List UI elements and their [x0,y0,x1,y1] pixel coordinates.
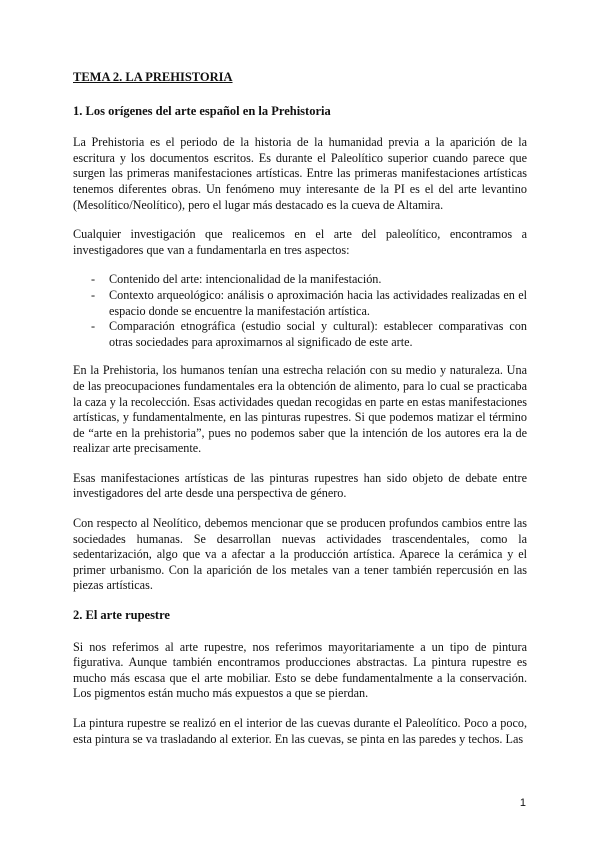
paragraph-nature-relation: En la Prehistoria, los humanos tenían una estrecha relación con su medio y naturaleza. Una de las preocupaciones fundamentales era la obtención de alimento, para lo cual se practicaba la caza y la recolección. Esas actividades quedan recogidas en parte en estas manifestaciones artísticas, y fundamentalmente, en las pinturas rupestres. Si que podemos matizar el término de “arte en la prehistoria”, pues no podemos saber que la intención de los autores era la de realizar arte precisamente. [73,363,527,456]
document-title: TEMA 2. LA PREHISTORIA [73,70,233,84]
list-item [91,319,527,350]
aspects-list [73,272,527,350]
page-content [73,70,527,761]
list-item-text: Contexto arqueológico: análisis o aproximación hacia las actividades realizadas en el espacio donde se encuentre la manifestación artística. [109,287,527,318]
section-heading-origins: 1. Los orígenes del arte español en la Prehistoria [73,103,331,118]
paragraph-rock-art-intro: Si nos referimos al arte rupestre, nos referimos mayoritariamente a un tipo de pintura figurativa. Aunque también encontramos producciones abstractas. La pintura rupestre es mucho más escasa que el arte mobiliar. Esto se debe fundamentalmente a la conservación. Los pigmentos están mucho más expuestos a que se pierdan. [73,639,527,701]
dash-bullet: - [91,287,96,302]
list-item [91,272,527,288]
paragraph-prehistory-definition: La Prehistoria es el periodo de la historia de la humanidad previa a la aparición de la escritura y los documentos escritos. Es durante el Paleolítico superior cuando parece que surgen las primeras manifestaciones artísticas. Entre las primeras manifestaciones artísticas tenemos diferentes obras. Un fenómeno muy interesante de la PI es el del arte levantino (Mesolítico/Neolítico), pero el lugar más destacado es la cueva de Altamira. [73,135,527,212]
paragraph-neolithic: Con respecto al Neolítico, debemos mencionar que se producen profundos cambios entre las sociedades humanas. Se desarrollan nuevas actividades trascendentales, como la sedentarización, algo que va a afectar a la producción artística. Aparece la cerámica y el primer urbanismo. Con la aparición de los metales van a tener también repercusión en las piezas artísticas. [73,516,527,593]
paragraph-rock-art-caves: La pintura rupestre se realizó en el interior de las cuevas durante el Paleolítico. Poco a poco, esta pintura se va trasladando al exterior. En las cuevas, se pinta en las paredes y techos. Las [73,716,527,746]
dash-bullet: - [91,272,96,287]
list-item-text: Contenido del arte: intencionalidad de la manifestación. [109,272,382,287]
list-item [91,288,527,319]
paragraph-research-aspects: Cualquier investigación que realicemos en el arte del paleolítico, encontramos a investigadores que van a fundamentarla en tres aspectos: [73,227,527,257]
paragraph-gender-debate: Esas manifestaciones artísticas de las pinturas rupestres han sido objeto de debate entre investigadores del arte desde una perspectiva de género. [73,470,527,501]
section-heading-rock-art: 2. El arte rupestre [73,608,170,623]
dash-bullet: - [91,319,96,334]
page-number: 1 [519,797,526,809]
list-item-text: Comparación etnográfica (estudio social y cultural): establecer comparativas con otras sociedades para aproximarnos al significado de este arte. [109,319,527,349]
